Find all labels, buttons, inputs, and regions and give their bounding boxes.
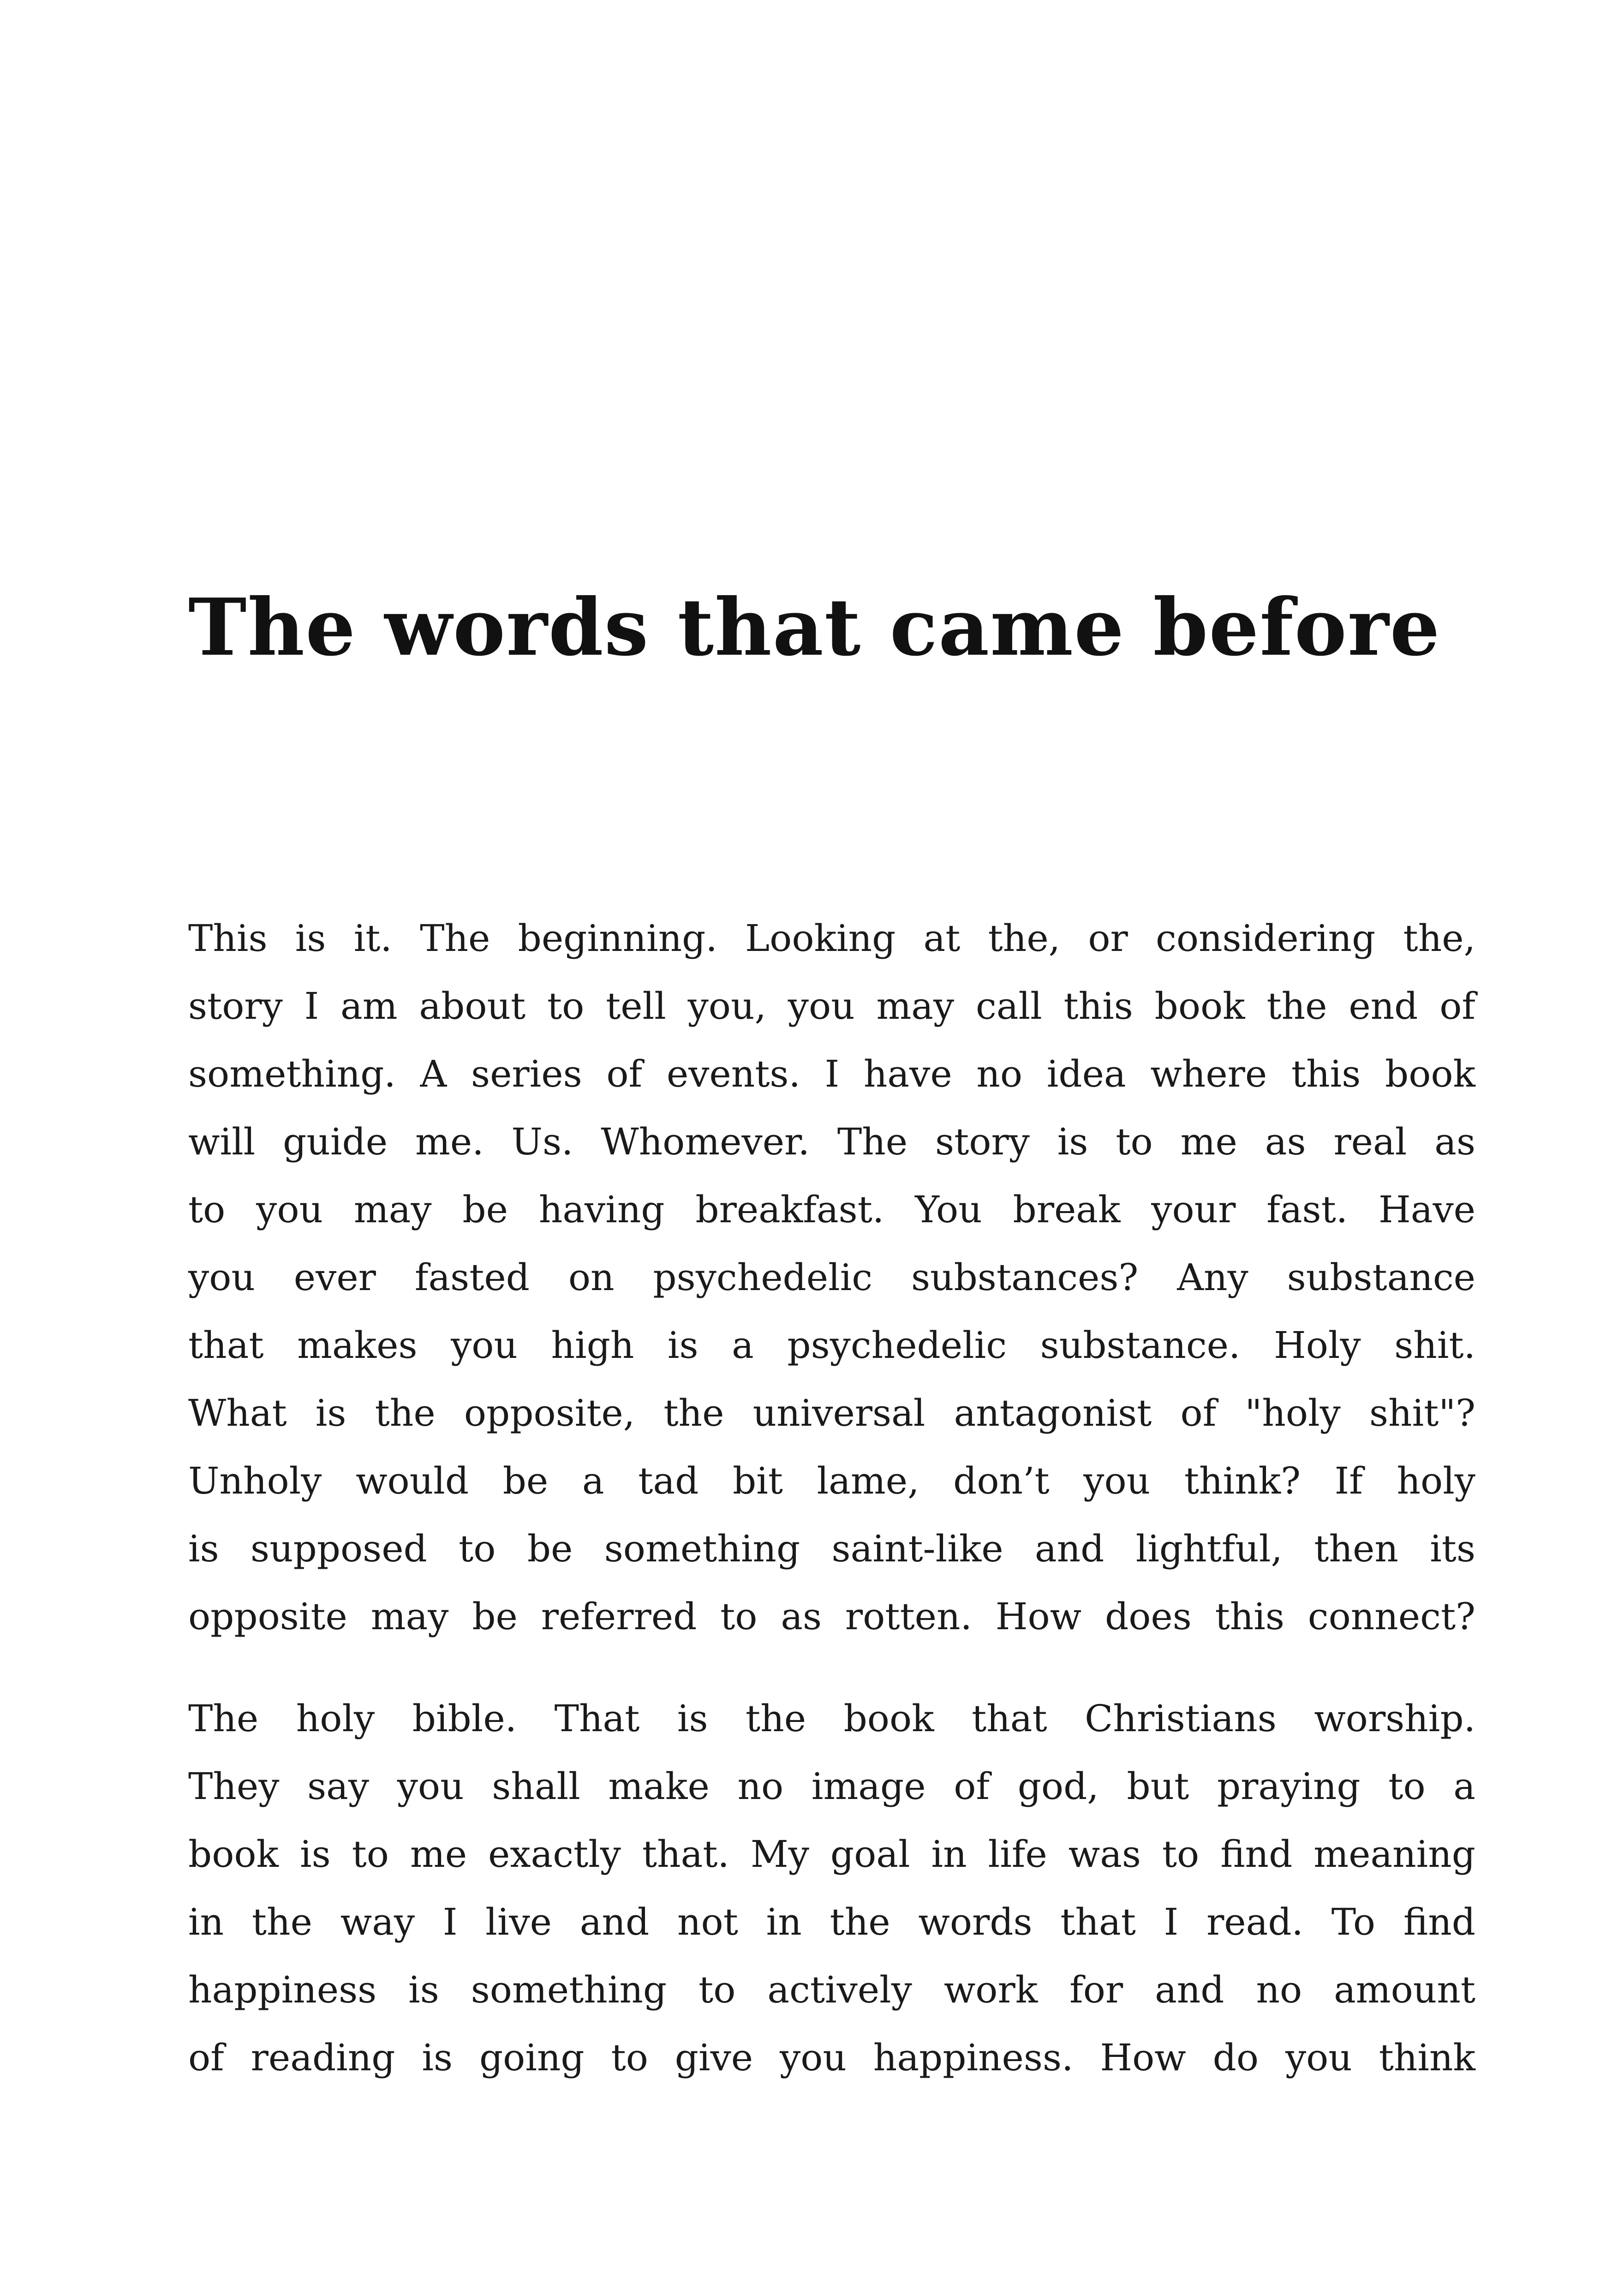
text-line: of reading is going to give you happiness. How do you think — [188, 2036, 1475, 2079]
text-line: story I am about to tell you, you may call this book the end of — [188, 985, 1475, 1028]
text-line: in the way I live and not in the words that I read. To find — [188, 1901, 1475, 1943]
text-line: that makes you high is a psychedelic substance. Holy shit. — [188, 1324, 1475, 1367]
text-line: Unholy would be a tad bit lame, don’t you think? If holy — [188, 1459, 1475, 1502]
text-line: opposite may be referred to as rotten. How does this connect? — [188, 1595, 1475, 1638]
text-line: you ever fasted on psychedelic substances? Any substance — [188, 1256, 1475, 1299]
body-text — [188, 904, 1475, 2092]
text-line: something. A series of events. I have no idea where this book — [188, 1052, 1475, 1095]
text-line: is supposed to be something saint-like and lightful, then its — [188, 1527, 1475, 1570]
paragraph-2 — [188, 1685, 1475, 2092]
text-line: will guide me. Us. Whomever. The story is to me as real as — [188, 1120, 1475, 1163]
text-line: The holy bible. That is the book that Christians worship. — [188, 1697, 1475, 1740]
text-line: They say you shall make no image of god, but praying to a — [188, 1765, 1475, 1808]
text-line: book is to me exactly that. My goal in life was to find meaning — [188, 1833, 1475, 1876]
text-line: This is it. The beginning. Looking at the, or considering the, — [188, 917, 1475, 960]
text-line: What is the opposite, the universal antagonist of "holy shit"? — [188, 1392, 1475, 1434]
paragraph-1 — [188, 904, 1475, 1650]
chapter-title: The words that came before — [188, 581, 1441, 674]
text-line: to you may be having breakfast. You break your fast. Have — [188, 1188, 1475, 1231]
text-line: happiness is something to actively work for and no amount — [188, 1968, 1475, 2011]
